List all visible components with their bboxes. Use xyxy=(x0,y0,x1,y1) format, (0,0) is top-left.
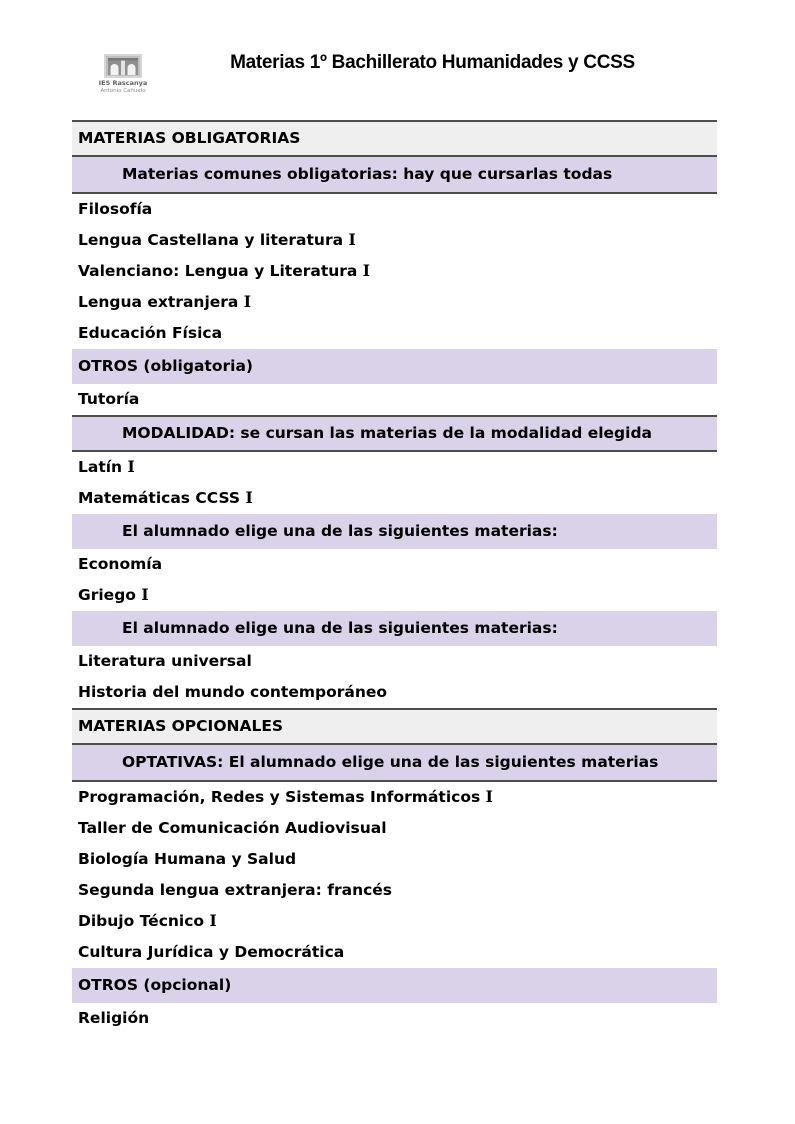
row-label: El alumnado elige una de las siguientes materias: xyxy=(122,618,558,637)
roman-numeral: I xyxy=(485,787,493,807)
table-row-item xyxy=(72,646,717,677)
row-label: OTROS (opcional) xyxy=(78,975,232,994)
roman-numeral: I xyxy=(245,488,253,508)
table-row-item xyxy=(72,677,717,708)
table-row-section xyxy=(72,708,717,745)
roman-numeral: I xyxy=(348,230,356,250)
row-label: Griego I xyxy=(78,585,149,605)
row-label: Educación Física xyxy=(78,323,223,342)
row-label: Literatura universal xyxy=(78,651,252,670)
row-label: Dibujo Técnico I xyxy=(78,911,217,931)
row-label: Lengua extranjera I xyxy=(78,292,252,312)
row-label: Materias comunes obligatorias: hay que cursarlas todas xyxy=(122,164,613,183)
table-row-choice xyxy=(72,611,717,646)
row-label: Matemáticas CCSS I xyxy=(78,488,253,508)
table-row-item xyxy=(72,225,717,256)
table-row-group xyxy=(72,349,717,384)
table-row-header xyxy=(72,415,717,452)
subjects-table xyxy=(72,120,717,1034)
table-row-item xyxy=(72,318,717,349)
table-row-item xyxy=(72,384,717,415)
row-label: El alumnado elige una de las siguientes materias: xyxy=(122,521,558,540)
table-row-item xyxy=(72,287,717,318)
table-row-item xyxy=(72,937,717,968)
row-label: Filosofía xyxy=(78,199,153,218)
table-row-item xyxy=(72,194,717,225)
table-row-item xyxy=(72,1003,717,1034)
table-row-item xyxy=(72,906,717,937)
table-row-item xyxy=(72,549,717,580)
row-label: Religión xyxy=(78,1008,150,1027)
row-label: OTROS (obligatoria) xyxy=(78,356,253,375)
table-row-group xyxy=(72,968,717,1003)
table-row-item xyxy=(72,483,717,514)
roman-numeral: I xyxy=(362,261,371,281)
table-row-item xyxy=(72,813,717,844)
roman-numeral: I xyxy=(209,911,217,931)
row-label: Tutoría xyxy=(78,389,140,408)
table-row-item xyxy=(72,256,717,287)
row-label: Latín I xyxy=(78,457,135,477)
school-logo-name: IES Rascanya xyxy=(98,79,148,87)
row-label: Segunda lengua extranjera: francés xyxy=(78,880,393,899)
school-logo-subtitle: Antonio Cañuelo xyxy=(100,87,146,94)
table-row-item xyxy=(72,875,717,906)
row-label: MATERIAS OPCIONALES xyxy=(78,716,284,735)
document-header xyxy=(0,0,795,120)
table-row-item xyxy=(72,782,717,813)
row-label: OPTATIVAS: El alumnado elige una de las siguientes materias xyxy=(122,752,659,771)
table-row-section xyxy=(72,120,717,157)
roman-numeral: I xyxy=(127,457,135,477)
row-label: Cultura Jurídica y Democrática xyxy=(78,942,345,961)
roman-numeral: I xyxy=(141,585,149,605)
page-title: Materias 1º Bachillerato Humanidades y CCSS xyxy=(230,52,635,73)
row-label: Lengua Castellana y literatura I xyxy=(78,230,356,250)
table-row-header xyxy=(72,157,717,194)
table-row-item xyxy=(72,580,717,611)
row-label: Taller de Comunicación Audiovisual xyxy=(78,818,387,837)
table-row-item xyxy=(72,452,717,483)
table-row-header xyxy=(72,745,717,782)
table-row-choice xyxy=(72,514,717,549)
row-label: Biología Humana y Salud xyxy=(78,849,297,868)
roman-numeral: I xyxy=(243,292,252,312)
table-row-item xyxy=(72,844,717,875)
row-label: Historia del mundo contemporáneo xyxy=(78,682,388,701)
row-label: Valenciano: Lengua y Literatura I xyxy=(78,261,371,281)
row-label: Programación, Redes y Sistemas Informáticos I xyxy=(78,787,493,807)
row-label: Economía xyxy=(78,554,163,573)
row-label: MATERIAS OBLIGATORIAS xyxy=(78,128,301,147)
row-label: MODALIDAD: se cursan las materias de la modalidad elegida xyxy=(122,423,653,442)
